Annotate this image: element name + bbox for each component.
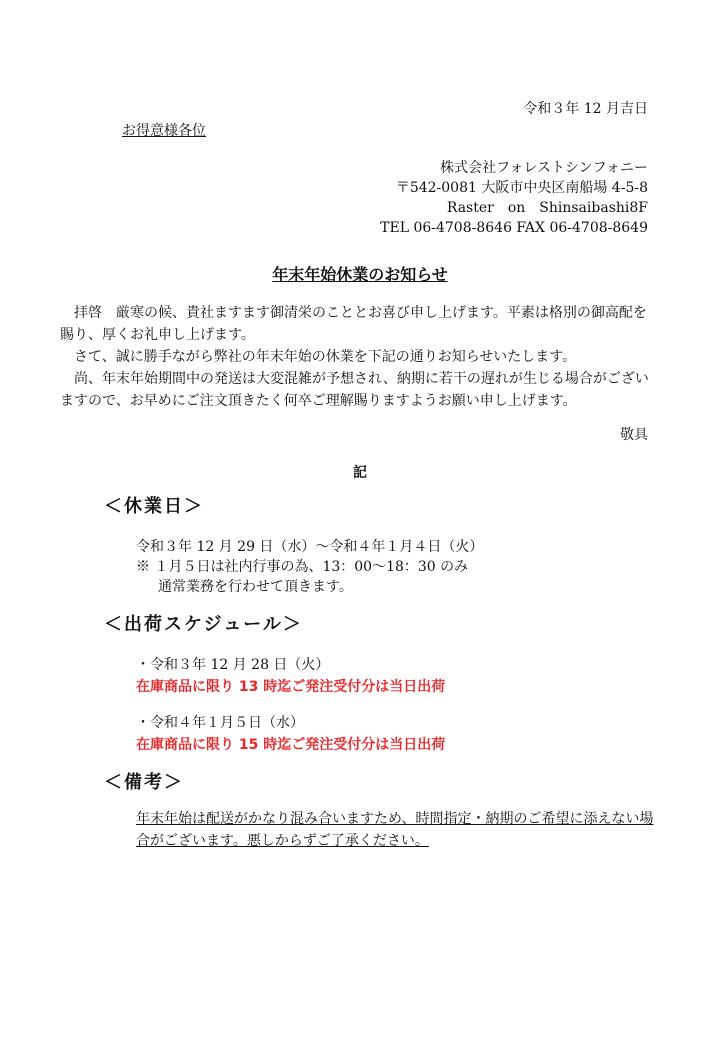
issue-date: 令和３年 12 月吉日 <box>523 101 648 117</box>
paragraph-greeting: 拝啓 厳寒の候、貴社ますます御清栄のこととお喜び申し上げます。平素は格別の御高配を賜り、厚くお礼申し上げます。 <box>60 305 647 343</box>
shipping-date-2: ・令和４年１月５日（水） <box>136 715 304 731</box>
shipping-date-1: ・令和３年 12 月 28 日（火） <box>136 657 330 673</box>
addressee: お得意様各位 <box>122 123 206 139</box>
remarks-text <box>136 808 656 852</box>
holiday-heading: ＜休業日＞ <box>104 496 204 517</box>
contact-numbers: TEL 06-4708-8646 FAX 06-4708-8649 <box>380 220 648 236</box>
sender-block <box>380 158 648 238</box>
closing-word: 敬具 <box>620 427 648 443</box>
holiday-period: 令和３年 12 月 29 日（水）〜令和４年１月４日（火） <box>136 539 484 555</box>
building-name: Raster on Shinsaibashi8F <box>446 200 648 216</box>
postal-address: 〒542-0081 大阪市中央区南船場 4-5-8 <box>395 180 648 196</box>
notice-title: 年末年始休業のお知らせ <box>272 265 448 284</box>
holiday-note-line1: ※ １月５日は社内行事の為、13：00〜18：30 のみ <box>136 559 469 575</box>
remarks-body: 年末年始は配送がかなり混み合いますため、時間指定・納期のご希望に添えない場合がございます。悪しからずご了承ください。 <box>136 811 654 849</box>
holiday-note-line2: 通常業務を行わせて頂きます。 <box>158 579 353 595</box>
shipping-note-1: 在庫商品に限り 13 時迄ご発注受付分は当日出荷 <box>136 679 446 695</box>
body-text <box>60 302 656 412</box>
paragraph-announcement: さて、誠に勝手ながら弊社の年末年始の休業を下記の通りお知らせいたします。 <box>74 349 577 365</box>
shipping-heading: ＜出荷スケジュール＞ <box>104 614 303 635</box>
remarks-heading: ＜備考＞ <box>104 772 184 793</box>
company-name: 株式会社フォレストシンフォニー <box>440 160 648 176</box>
shipping-note-2: 在庫商品に限り 15 時迄ご発注受付分は当日出荷 <box>136 737 446 753</box>
ki-marker: 記 <box>353 465 367 481</box>
paragraph-shipping-delay: 尚、年末年始期間中の発送は大変混雑が予想され、納期に若干の遅れが生じる場合がございますので、お早めにご注文頂きたく何卒ご理解賜りますようお願い申し上げます。 <box>60 371 649 409</box>
